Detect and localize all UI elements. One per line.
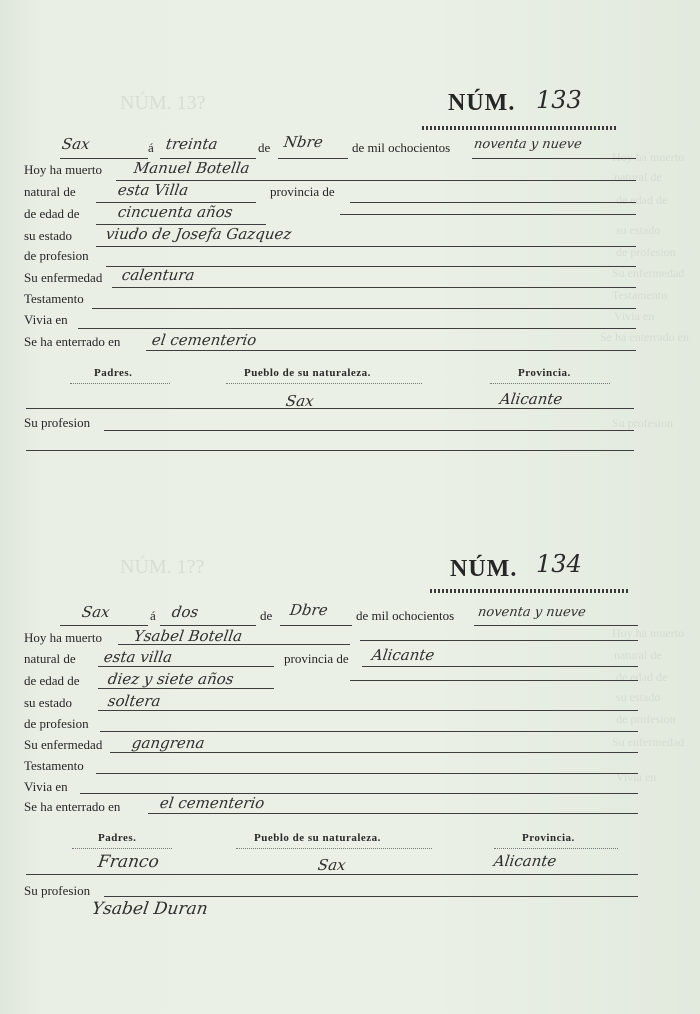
record-number-value: 134 [536, 550, 582, 578]
ghost-label: su estado [616, 223, 661, 237]
place-value: Sax [60, 135, 91, 153]
vivia-label: Vivia en [24, 779, 68, 794]
natural-value: esta Villa [116, 181, 190, 199]
natural-value: esta villa [102, 648, 174, 666]
enfermedad-value: calentura [120, 266, 196, 284]
a-label: á [150, 608, 156, 623]
estado-label: su estado [24, 228, 73, 243]
hoy-label: Hoy ha muerto [24, 630, 102, 645]
record-number-label: NÚM. [450, 556, 518, 582]
number-underline [422, 126, 617, 130]
provincia-value: Alicante [498, 390, 564, 408]
edad-label: de edad de [24, 206, 80, 221]
place-value: Sax [80, 603, 111, 621]
rule [360, 640, 638, 641]
provincia-header: Provincia. [522, 832, 575, 844]
ghost-label: Hoy ha muerto [612, 150, 684, 164]
rule [104, 896, 638, 897]
rule [350, 202, 636, 203]
padres-value: Franco [96, 852, 161, 872]
pueblo-header: Pueblo de su naturaleza. [244, 367, 371, 379]
record-number-label: NÚM. [448, 90, 516, 116]
ghost-num-top: NÚM. 13? [120, 92, 206, 114]
enfermedad-label: Su enfermedad [24, 270, 103, 285]
ghost-num-bottom: NÚM. 1?? [120, 556, 205, 578]
rule [26, 874, 638, 875]
pueblo-value: Sax [284, 392, 315, 410]
rule [148, 813, 638, 814]
rule [98, 688, 274, 689]
natural-label: natural de [24, 184, 76, 199]
enterrado-label: Se ha enterrado en [24, 334, 121, 349]
rule [350, 680, 638, 681]
enterrado-value: el cementerio [158, 794, 266, 812]
padres-header: Padres. [98, 832, 137, 844]
rule [278, 158, 348, 159]
su-profesion-label: Su profesion [24, 415, 91, 430]
rule [146, 350, 636, 351]
ghost-label: Hoy ha muerto [612, 626, 684, 640]
provincia-label: provincia de [284, 651, 349, 666]
ghost-label: Vivia en [614, 309, 655, 323]
profesion-label: de profesion [24, 716, 89, 731]
testamento-label: Testamento [24, 758, 84, 773]
pueblo-header: Pueblo de su naturaleza. [254, 832, 381, 844]
testamento-label: Testamento [24, 291, 84, 306]
ghost-label: natural de [614, 170, 662, 184]
hoy-value: Ysabel Botella [132, 627, 244, 645]
estado-value: soltera [106, 692, 162, 710]
estado-label: su estado [24, 695, 73, 710]
provincia-value: Alicante [492, 852, 558, 870]
rule [362, 666, 638, 667]
natural-label: natural de [24, 651, 76, 666]
padres-divider [72, 848, 172, 849]
day-value: dos [170, 603, 200, 621]
rule [26, 408, 634, 409]
de-mil-label: de mil ochocientos [352, 140, 451, 155]
provincia-label: provincia de [270, 184, 335, 199]
ghost-label: Vivia en [616, 770, 657, 784]
enterrado-label: Se ha enterrado en [24, 799, 121, 814]
day-value: treinta [164, 135, 219, 153]
pueblo-value: Sax [316, 856, 347, 874]
rule [472, 158, 636, 159]
su-profesion-value: Ysabel Duran [90, 899, 210, 919]
su-profesion-label: Su profesion [24, 883, 91, 898]
rule [160, 625, 256, 626]
estado-value: viudo de Josefa Gazquez [104, 225, 293, 243]
hoy-value: Manuel Botella [132, 159, 251, 177]
rule [60, 625, 148, 626]
rule [110, 752, 638, 753]
month-value: Nbre [282, 133, 325, 151]
ghost-label: natural de [614, 648, 662, 662]
provincia-divider [494, 848, 618, 849]
provincia-value: Alicante [370, 646, 436, 664]
pueblo-divider [236, 848, 432, 849]
rule [26, 450, 634, 451]
padres-divider [70, 383, 170, 384]
hoy-label: Hoy ha muerto [24, 162, 102, 177]
ghost-label: de edad de [616, 193, 668, 207]
ghost-label: Su profesion [612, 416, 673, 430]
ghost-label: Testamento [612, 288, 668, 302]
a-label: á [148, 140, 154, 155]
edad-value: diez y siete años [106, 670, 235, 688]
vivia-label: Vivia en [24, 312, 68, 327]
padres-header: Padres. [94, 367, 133, 379]
ghost-label: Se ha enterrado en [600, 330, 689, 344]
de-label: de [258, 140, 271, 155]
rule [92, 308, 636, 309]
ghost-label: Su enfermedad [612, 735, 685, 749]
enterrado-value: el cementerio [150, 331, 258, 349]
ghost-label: Su enfermedad [612, 266, 685, 280]
rule [78, 328, 636, 329]
enfermedad-label: Su enfermedad [24, 737, 103, 752]
de-mil-label: de mil ochocientos [356, 608, 455, 623]
record-number-value: 133 [536, 86, 582, 114]
rule [116, 180, 636, 181]
number-underline [430, 589, 628, 593]
rule [280, 625, 352, 626]
pueblo-divider [226, 383, 422, 384]
edad-value: cincuenta años [116, 203, 234, 221]
rule [104, 430, 634, 431]
rule [96, 773, 638, 774]
rule [112, 287, 636, 288]
month-value: Dbre [288, 601, 329, 619]
provincia-divider [490, 383, 610, 384]
profesion-label: de profesion [24, 248, 89, 263]
de-label: de [260, 608, 273, 623]
enfermedad-value: gangrena [130, 734, 206, 752]
rule [340, 214, 636, 215]
rule [98, 710, 638, 711]
ghost-label: de profesion [616, 712, 676, 726]
ghost-label: su estado [616, 690, 661, 704]
edad-label: de edad de [24, 673, 80, 688]
rule [98, 666, 274, 667]
rule [96, 246, 636, 247]
ghost-label: de profesion [616, 245, 676, 259]
year-value: noventa y nueve [476, 605, 587, 620]
provincia-header: Provincia. [518, 367, 571, 379]
ghost-label: de edad de [616, 670, 668, 684]
rule [474, 625, 638, 626]
rule [118, 644, 350, 645]
year-value: noventa y nueve [472, 137, 583, 152]
rule [100, 731, 638, 732]
